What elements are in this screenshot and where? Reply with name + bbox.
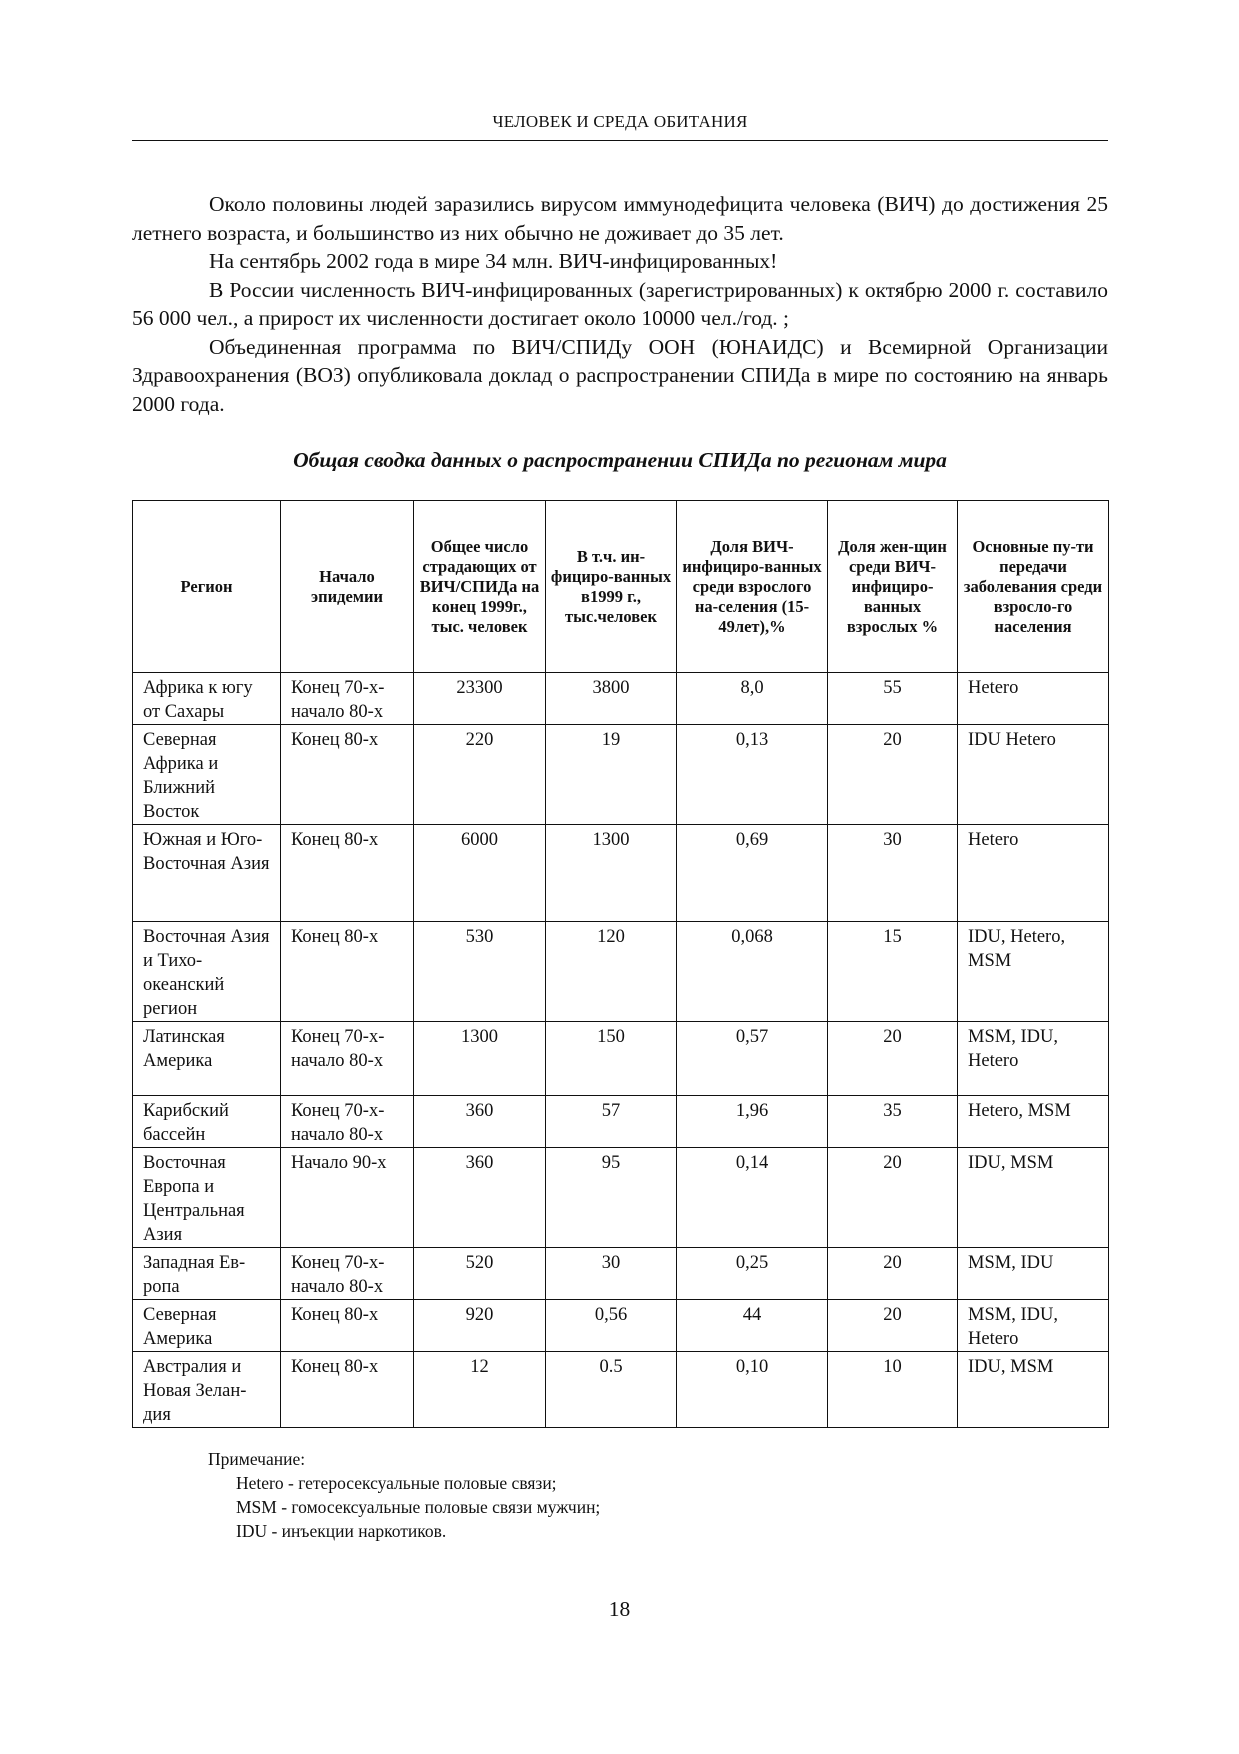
page-number: 18 — [608, 1597, 631, 1621]
cell-start: Конец 70-х-начало 80-х — [281, 1248, 414, 1300]
cell-total: 1300 — [414, 1022, 546, 1096]
cell-women-share: 20 — [828, 1248, 958, 1300]
body-text — [132, 190, 1108, 418]
running-header: ЧЕЛОВЕК И СРЕДА ОБИТАНИЯ — [492, 112, 748, 131]
cell-total: 920 — [414, 1300, 546, 1352]
note-line: MSM - гомосексуальные половые связи мужчин; — [236, 1497, 601, 1517]
table-title: Общая сводка данных о распространении СПИДа по регионам мира — [293, 448, 947, 472]
cell-region: Южная и Юго-Восточная Азия — [133, 825, 281, 922]
cell-women-share: 10 — [828, 1352, 958, 1428]
cell-total: 360 — [414, 1148, 546, 1248]
cell-infected-1999: 19 — [546, 725, 677, 825]
cell-infected-1999: 150 — [546, 1022, 677, 1096]
cell-adult-share: 0,10 — [677, 1352, 828, 1428]
note-line: IDU - инъекции наркотиков. — [236, 1521, 447, 1541]
aids-regions-table — [132, 500, 1109, 1428]
cell-women-share: 20 — [828, 725, 958, 825]
cell-adult-share: 0,69 — [677, 825, 828, 922]
cell-infected-1999: 1300 — [546, 825, 677, 922]
column-header-women-share: Доля жен-щин среди ВИЧ-инфициро-ванных взрослых % — [828, 501, 958, 673]
table-row — [133, 922, 1109, 1022]
table-row — [133, 1300, 1109, 1352]
column-header-total: Общее число страдающих от ВИЧ/СПИДа на конец 1999г., тыс. человек — [414, 501, 546, 673]
table-note — [208, 1447, 600, 1543]
cell-adult-share: 44 — [677, 1300, 828, 1352]
column-header-infected-1999: В т.ч. ин-фициро-ванных в1999 г., тыс.человек — [546, 501, 677, 673]
paragraph: Объединенная программа по ВИЧ/СПИДу ООН (ЮНАИДС) и Всемирной Организации Здравоохранения (ВОЗ) опубликовала доклад о распространении СПИДа в мире по состоянию на январь 2000 года. — [132, 334, 1108, 416]
cell-total: 12 — [414, 1352, 546, 1428]
table-row — [133, 1022, 1109, 1096]
column-header-region: Регион — [133, 501, 281, 673]
cell-women-share: 30 — [828, 825, 958, 922]
cell-region: Восточная Европа и Центральная Азия — [133, 1148, 281, 1248]
cell-start: Конец 80-х — [281, 825, 414, 922]
cell-infected-1999: 57 — [546, 1096, 677, 1148]
cell-total: 220 — [414, 725, 546, 825]
column-header-routes: Основные пу-ти передачи заболевания среди взросло-го населения — [958, 501, 1109, 673]
cell-total: 530 — [414, 922, 546, 1022]
column-header-start: Начало эпидемии — [281, 501, 414, 673]
cell-routes: MSM, IDU, Hetero — [958, 1300, 1109, 1352]
cell-region: Западная Ев-ропа — [133, 1248, 281, 1300]
cell-start: Конец 70-х-начало 80-х — [281, 673, 414, 725]
cell-total: 520 — [414, 1248, 546, 1300]
cell-routes: IDU, Hetero, MSM — [958, 922, 1109, 1022]
paragraph: В России численность ВИЧ-инфицированных (зарегистрированных) к октябрю 2000 г. составило 56 000 чел., а прирост их численности достигает около 10000 чел./год. ; — [132, 277, 1108, 330]
cell-adult-share: 0,25 — [677, 1248, 828, 1300]
header-rule — [132, 140, 1108, 141]
cell-women-share: 20 — [828, 1300, 958, 1352]
cell-region: Карибский бассейн — [133, 1096, 281, 1148]
table-row — [133, 673, 1109, 725]
cell-region: Северная Америка — [133, 1300, 281, 1352]
cell-infected-1999: 30 — [546, 1248, 677, 1300]
cell-total: 6000 — [414, 825, 546, 922]
cell-total: 23300 — [414, 673, 546, 725]
cell-adult-share: 0,068 — [677, 922, 828, 1022]
cell-women-share: 35 — [828, 1096, 958, 1148]
cell-region: Северная Африка и Ближний Восток — [133, 725, 281, 825]
cell-routes: IDU Hetero — [958, 725, 1109, 825]
cell-adult-share: 0,57 — [677, 1022, 828, 1096]
cell-routes: Hetero — [958, 825, 1109, 922]
table-row — [133, 825, 1109, 922]
cell-routes: MSM, IDU, Hetero — [958, 1022, 1109, 1096]
cell-routes: Hetero — [958, 673, 1109, 725]
cell-infected-1999: 0,56 — [546, 1300, 677, 1352]
table-row — [133, 725, 1109, 825]
cell-start: Конец 80-х — [281, 1352, 414, 1428]
cell-start: Начало 90-х — [281, 1148, 414, 1248]
table-row — [133, 1148, 1109, 1248]
cell-women-share: 15 — [828, 922, 958, 1022]
cell-region: Латинская Америка — [133, 1022, 281, 1096]
paragraph: Около половины людей заразились вирусом иммунодефицита человека (ВИЧ) до достижения 25 летнего возраста, и большинство из них обычно не доживает до 35 лет. — [132, 192, 1108, 245]
table-header-row — [133, 501, 1109, 673]
cell-start: Конец 80-х — [281, 922, 414, 1022]
cell-routes: Hetero, MSM — [958, 1096, 1109, 1148]
cell-total: 360 — [414, 1096, 546, 1148]
cell-routes: IDU, MSM — [958, 1148, 1109, 1248]
cell-routes: IDU, MSM — [958, 1352, 1109, 1428]
cell-infected-1999: 95 — [546, 1148, 677, 1248]
cell-region: Австралия и Новая Зелан-дия — [133, 1352, 281, 1428]
table-row — [133, 1352, 1109, 1428]
cell-adult-share: 0,14 — [677, 1148, 828, 1248]
cell-infected-1999: 0.5 — [546, 1352, 677, 1428]
cell-women-share: 55 — [828, 673, 958, 725]
column-header-adult-share: Доля ВИЧ-инфициро-ванных среди взрослого на-селения (15-49лет),% — [677, 501, 828, 673]
note-title: Примечание: — [208, 1449, 306, 1469]
cell-start: Конец 80-х — [281, 1300, 414, 1352]
cell-infected-1999: 120 — [546, 922, 677, 1022]
cell-infected-1999: 3800 — [546, 673, 677, 725]
cell-adult-share: 8,0 — [677, 673, 828, 725]
cell-women-share: 20 — [828, 1022, 958, 1096]
cell-women-share: 20 — [828, 1148, 958, 1248]
cell-routes: MSM, IDU — [958, 1248, 1109, 1300]
paragraph: На сентябрь 2002 года в мире 34 млн. ВИЧ-инфицированных! — [209, 249, 778, 273]
cell-start: Конец 70-х-начало 80-х — [281, 1096, 414, 1148]
cell-adult-share: 1,96 — [677, 1096, 828, 1148]
note-line: Hetero - гетеросексуальные половые связи; — [236, 1473, 557, 1493]
cell-start: Конец 80-х — [281, 725, 414, 825]
table-row — [133, 1248, 1109, 1300]
cell-adult-share: 0,13 — [677, 725, 828, 825]
cell-start: Конец 70-х-начало 80-х — [281, 1022, 414, 1096]
cell-region: Африка к югу от Сахары — [133, 673, 281, 725]
cell-region: Восточная Азия и Тихо-океанский регион — [133, 922, 281, 1022]
table-row — [133, 1096, 1109, 1148]
